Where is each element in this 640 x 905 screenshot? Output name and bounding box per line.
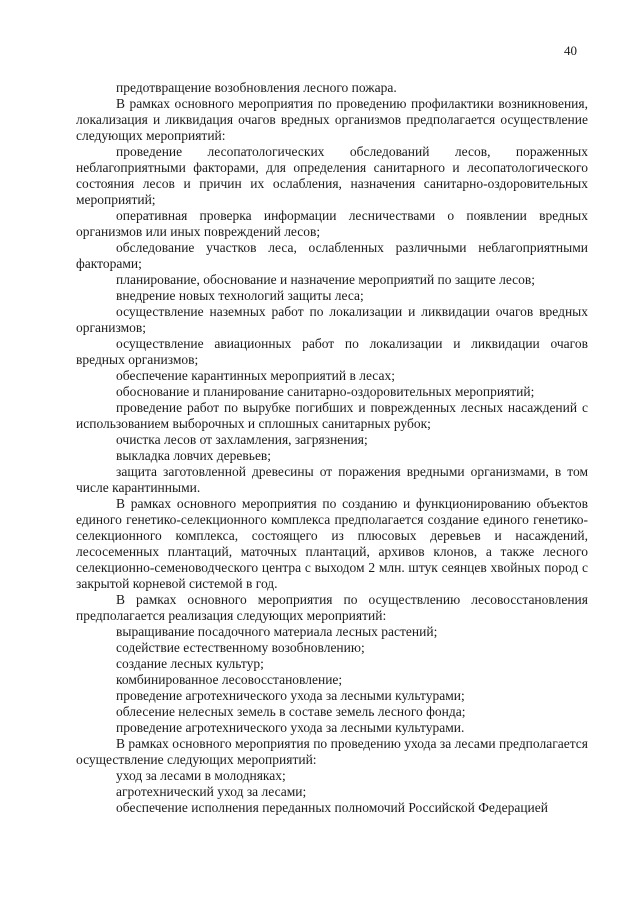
paragraph: В рамках основного мероприятия по созданию и функционированию объектов единого генетико-селекционного комплекса предполагается создание единого генетико-селекционного комплекса, состоящего из плюсовых деревьев и насаждений, лесосеменных плантаций, маточных плантаций, архивов клонов, а также лесного селекционно-семеноводческого центра с выходом 2 млн. штук сеянцев хвойных пород с закрытой корневой системой в год. [76, 496, 588, 591]
list-item: осуществление наземных работ по локализации и ликвидации очагов вредных организмов; [76, 304, 588, 335]
list-item: содействие естественному возобновлению; [116, 640, 365, 655]
list-item: комбинированное лесовосстановление; [116, 672, 343, 687]
list-item: внедрение новых технологий защиты леса; [116, 288, 364, 303]
list-item: планирование, обоснование и назначение мероприятий по защите лесов; [116, 272, 536, 287]
document-body [76, 80, 588, 816]
list-item: проведение лесопатологических обследований лесов, пораженных неблагоприятными факторами, для определения санитарного и лесопатологического состояния лесов и причин их ослабления, назначения санитарно-оздоровительных мероприятий; [76, 144, 588, 207]
list-item: очистка лесов от захламления, загрязнения; [116, 432, 368, 447]
list-item: оперативная проверка информации лесничествами о появлении вредных организмов или иных повреждений лесов; [76, 208, 588, 239]
list-item: создание лесных культур; [116, 656, 264, 671]
page-number: 40 [564, 43, 577, 58]
paragraph: В рамках основного мероприятия по проведению ухода за лесами предполагается осуществление следующих мероприятий: [76, 736, 588, 767]
list-item: выращивание посадочного материала лесных растений; [116, 624, 438, 639]
list-item: проведение работ по вырубке погибших и поврежденных лесных насаждений с использованием выборочных и сплошных санитарных рубок; [76, 400, 588, 431]
paragraph: предотвращение возобновления лесного пожара. [116, 80, 397, 95]
paragraph: В рамках основного мероприятия по осуществлению лесовосстановления предполагается реализация следующих мероприятий: [76, 592, 588, 623]
list-item: уход за лесами в молодняках; [116, 768, 286, 783]
paragraph: В рамках основного мероприятия по проведению профилактики возникновения, локализация и ликвидация очагов вредных организмов предполагается осуществление следующих мероприятий: [76, 96, 588, 143]
list-item: проведение агротехнического ухода за лесными культурами. [116, 720, 465, 735]
list-item: агротехнический уход за лесами; [116, 784, 307, 799]
list-item: защита заготовленной древесины от поражения вредными организмами, в том числе карантинными. [76, 464, 588, 495]
list-item: выкладка ловчих деревьев; [116, 448, 272, 463]
list-item: обеспечение карантинных мероприятий в лесах; [116, 368, 395, 383]
list-item: проведение агротехнического ухода за лесными культурами; [116, 688, 465, 703]
list-item: облесение нелесных земель в составе земель лесного фонда; [116, 704, 466, 719]
list-item: обследование участков леса, ослабленных различными неблагоприятными факторами; [76, 240, 588, 271]
list-item: обоснование и планирование санитарно-оздоровительных мероприятий; [116, 384, 535, 399]
list-item: обеспечение исполнения переданных полномочий Российской Федерацией [116, 800, 548, 815]
list-item: осуществление авиационных работ по локализации и ликвидации очагов вредных организмов; [76, 336, 588, 367]
